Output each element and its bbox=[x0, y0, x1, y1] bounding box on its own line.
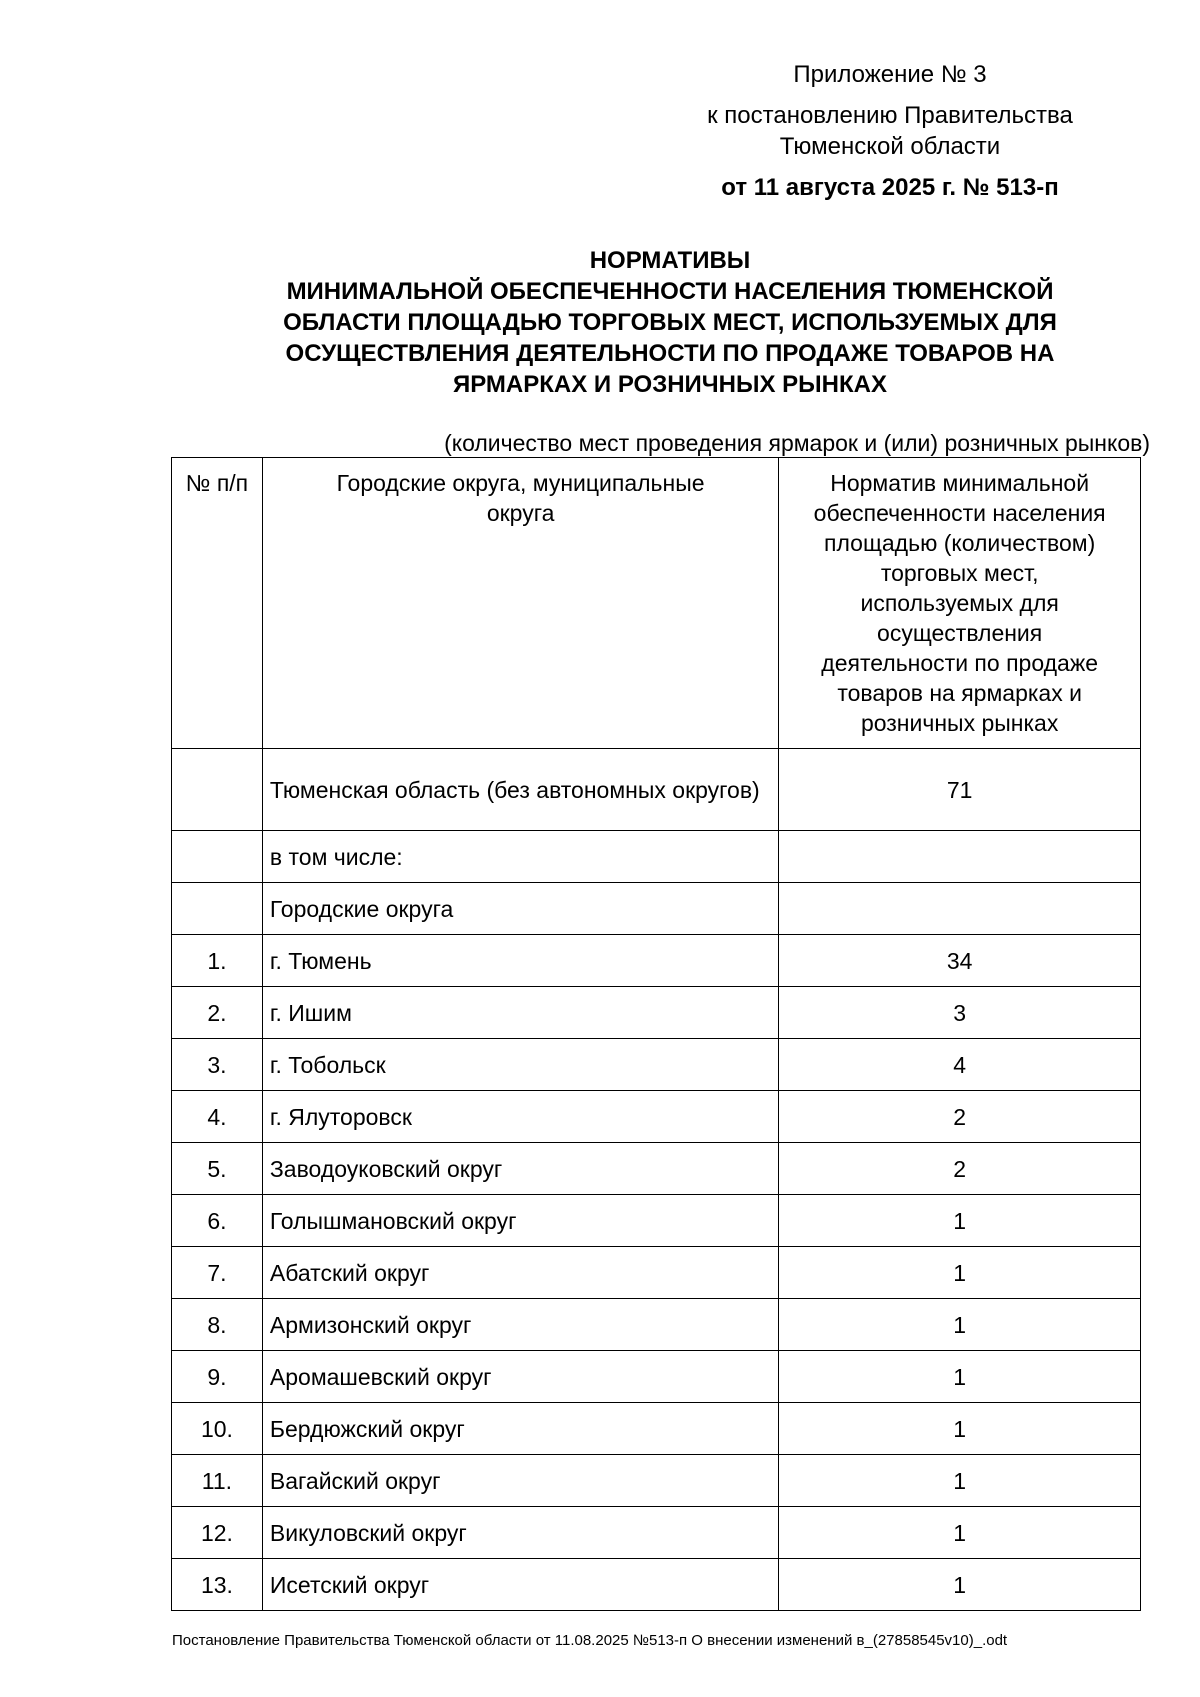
table-row bbox=[172, 1143, 1141, 1195]
row-num: 6. bbox=[172, 1195, 263, 1247]
header-name-line: Городские округа, муниципальные bbox=[336, 470, 705, 496]
row-num: 2. bbox=[172, 987, 263, 1039]
document-title-line: ОБЛАСТИ ПЛОЩАДЬЮ ТОРГОВЫХ МЕСТ, ИСПОЛЬЗУЕМЫХ ДЛЯ bbox=[283, 309, 1057, 336]
row-num: 5. bbox=[172, 1143, 263, 1195]
header-norm bbox=[779, 458, 1141, 749]
table-row bbox=[172, 749, 1141, 831]
row-value: 1 bbox=[779, 1559, 1141, 1611]
row-num: 3. bbox=[172, 1039, 263, 1091]
row-num: 4. bbox=[172, 1091, 263, 1143]
row-value bbox=[779, 831, 1141, 883]
row-name: Городские округа bbox=[262, 883, 778, 935]
row-value: 1 bbox=[779, 1351, 1141, 1403]
norms-table bbox=[171, 457, 1141, 1611]
header-norm-line: площадью (количеством) bbox=[824, 530, 1096, 556]
units-note: (количество мест проведения ярмарок и (или) розничных рынков) bbox=[444, 430, 1150, 456]
header-norm-line: обеспеченности населения bbox=[813, 500, 1106, 526]
header-name-line: округа bbox=[486, 500, 555, 526]
row-value: 1 bbox=[779, 1455, 1141, 1507]
row-num bbox=[172, 831, 263, 883]
header-norm-line: деятельности по продаже bbox=[821, 650, 1098, 676]
row-name: г. Ишим bbox=[262, 987, 778, 1039]
row-num: 7. bbox=[172, 1247, 263, 1299]
row-num: 13. bbox=[172, 1559, 263, 1611]
row-num: 8. bbox=[172, 1299, 263, 1351]
row-num: 9. bbox=[172, 1351, 263, 1403]
row-value: 34 bbox=[779, 935, 1141, 987]
table-row bbox=[172, 1299, 1141, 1351]
row-num: 12. bbox=[172, 1507, 263, 1559]
appendix-reference-line: к постановлению Правительства bbox=[707, 102, 1073, 129]
table-row bbox=[172, 1403, 1141, 1455]
row-value: 1 bbox=[779, 1403, 1141, 1455]
row-name: Викуловский округ bbox=[262, 1507, 778, 1559]
table-row bbox=[172, 987, 1141, 1039]
document-title-line: ЯРМАРКАХ И РОЗНИЧНЫХ РЫНКАХ bbox=[452, 371, 887, 398]
row-value: 2 bbox=[779, 1091, 1141, 1143]
appendix-reference bbox=[660, 100, 1120, 162]
row-name: Заводоуковский округ bbox=[262, 1143, 778, 1195]
row-name: г. Тобольск bbox=[262, 1039, 778, 1091]
table-row bbox=[172, 935, 1141, 987]
table-row bbox=[172, 1247, 1141, 1299]
header-norm-line: используемых для bbox=[860, 590, 1059, 616]
row-name: г. Тюмень bbox=[262, 935, 778, 987]
row-name: Тюменская область (без автономных округов) bbox=[262, 749, 778, 831]
row-value: 4 bbox=[779, 1039, 1141, 1091]
table-row bbox=[172, 831, 1141, 883]
row-num: 11. bbox=[172, 1455, 263, 1507]
header-norm-line: торговых мест, bbox=[880, 560, 1039, 586]
table-row bbox=[172, 1195, 1141, 1247]
table-row bbox=[172, 1039, 1141, 1091]
row-name: Вагайский округ bbox=[262, 1455, 778, 1507]
row-name: Армизонский округ bbox=[262, 1299, 778, 1351]
header-num: № п/п bbox=[172, 458, 263, 749]
row-value bbox=[779, 883, 1141, 935]
document-title-line: МИНИМАЛЬНОЙ ОБЕСПЕЧЕННОСТИ НАСЕЛЕНИЯ ТЮМЕНСКОЙ bbox=[286, 278, 1054, 305]
table-row bbox=[172, 883, 1141, 935]
appendix-reference-line: Тюменской области bbox=[779, 133, 1001, 160]
row-value: 3 bbox=[779, 987, 1141, 1039]
row-value: 1 bbox=[779, 1195, 1141, 1247]
row-num: 10. bbox=[172, 1403, 263, 1455]
document-title bbox=[210, 245, 1130, 400]
row-value: 1 bbox=[779, 1507, 1141, 1559]
header-norm-line: розничных рынках bbox=[860, 710, 1059, 736]
row-num bbox=[172, 749, 263, 831]
document-title-line: НОРМАТИВЫ bbox=[589, 247, 751, 274]
header-name bbox=[262, 458, 778, 749]
row-name: Исетский округ bbox=[262, 1559, 778, 1611]
header-norm-line: товаров на ярмарках и bbox=[837, 680, 1082, 706]
row-num: 1. bbox=[172, 935, 263, 987]
row-name: Аромашевский округ bbox=[262, 1351, 778, 1403]
row-value: 71 bbox=[779, 749, 1141, 831]
document-title-line: ОСУЩЕСТВЛЕНИЯ ДЕЯТЕЛЬНОСТИ ПО ПРОДАЖЕ ТОВАРОВ НА bbox=[285, 340, 1055, 367]
table-row bbox=[172, 1507, 1141, 1559]
row-name: г. Ялуторовск bbox=[262, 1091, 778, 1143]
row-name: Абатский округ bbox=[262, 1247, 778, 1299]
appendix-date: от 11 августа 2025 г. № 513-п bbox=[721, 174, 1059, 201]
row-value: 1 bbox=[779, 1247, 1141, 1299]
table-row bbox=[172, 1351, 1141, 1403]
row-num bbox=[172, 883, 263, 935]
appendix-title: Приложение № 3 bbox=[793, 61, 987, 88]
header-norm-line: Норматив минимальной bbox=[830, 470, 1090, 496]
row-value: 2 bbox=[779, 1143, 1141, 1195]
row-name: Бердюжский округ bbox=[262, 1403, 778, 1455]
row-name: в том числе: bbox=[262, 831, 778, 883]
table-row bbox=[172, 1091, 1141, 1143]
header-norm-line: осуществления bbox=[877, 620, 1043, 646]
table-row bbox=[172, 1455, 1141, 1507]
row-value: 1 bbox=[779, 1299, 1141, 1351]
table-row bbox=[172, 1559, 1141, 1611]
table-header-row bbox=[172, 458, 1141, 749]
row-name: Голышмановский округ bbox=[262, 1195, 778, 1247]
document-footer: Постановление Правительства Тюменской области от 11.08.2025 №513-п О внесении изменений в_(27858545v10)_.odt bbox=[172, 1632, 1008, 1649]
